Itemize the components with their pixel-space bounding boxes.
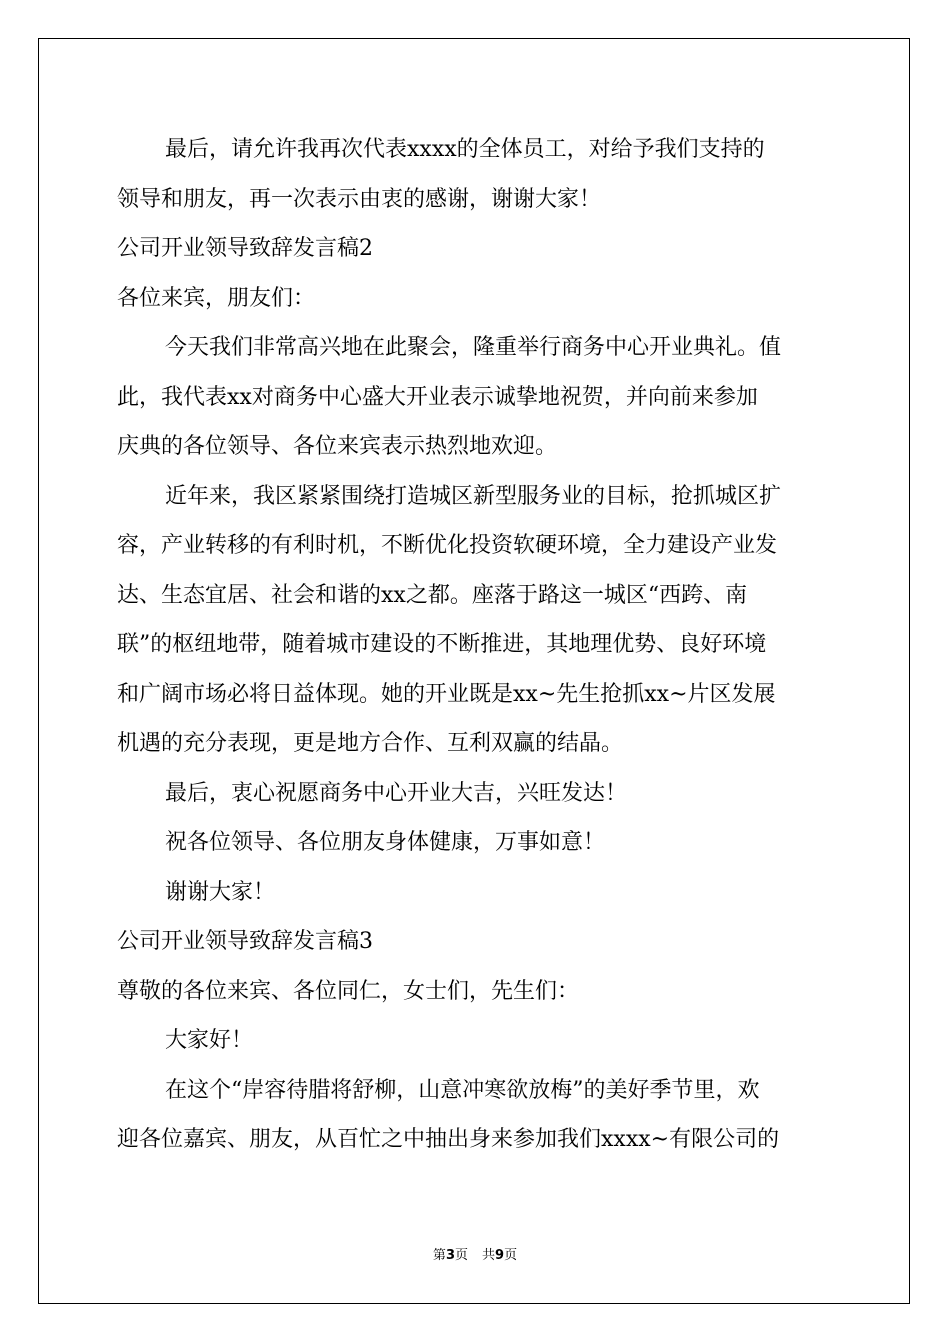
document-body [117,125,833,1165]
paragraph-line: 联”的枢纽地带，随着城市建设的不断推进，其地理优势、良好环境 [117,632,767,657]
paragraph-line: 容，产业转移的有利时机，不断优化投资软硬环境，全力建设产业发 [117,533,778,558]
paragraph-line: 机遇的充分表现，更是地方合作、互利双赢的结晶。 [117,731,624,756]
footer-prefix: 第 [432,1248,446,1263]
footer-total-prefix: 共 [482,1248,496,1263]
paragraph-line: 和广阔市场必将日益体现。她的开业既是xx~先生抢抓xx~片区发展 [117,681,776,707]
salutation: 各位来宾，朋友们： [117,285,316,311]
current-page-number: 3 [445,1248,455,1263]
paragraph-line: 此，我代表xx对商务中心盛大开业表示诚挚地祝贺，并向前来参加 [117,384,758,410]
paragraph-line: 最后，请允许我再次代表xxxx的全体员工，对给予我们支持的 [165,137,765,162]
footer-page-word: 页 [454,1248,468,1263]
paragraph-line: 达、生态宜居、社会和谐的xx之都。座落于路这一城区“西跨、南 [117,582,748,608]
paragraph-line: 谢谢大家！ [165,879,276,905]
paragraph-line: 今天我们非常高兴地在此聚会，隆重举行商务中心开业典礼。值 [165,335,782,360]
greeting: 大家好！ [165,1028,254,1053]
paragraph-line: 最后，衷心祝愿商务中心开业大吉，兴旺发达！ [165,780,628,806]
paragraph-line: 庆典的各位领导、各位来宾表示热烈地欢迎。 [117,434,558,459]
footer-total-suffix: 页 [504,1248,518,1263]
page-footer [0,1244,950,1263]
paragraph-line: 领导和朋友，再一次表示由衷的感谢，谢谢大家！ [117,186,602,212]
paragraph-line: 近年来，我区紧紧围绕打造城区新型服务业的目标，抢抓城区扩 [165,483,782,509]
salutation: 尊敬的各位来宾、各位同仁，女士们，先生们： [117,978,580,1004]
paragraph-line: 在这个“岸容待腊将舒柳，山意冲寒欲放梅”的美好季节里，欢 [165,1077,760,1103]
section-heading: 公司开业领导致辞发言稿2 [117,236,373,261]
paragraph-line: 迎各位嘉宾、朋友，从百忙之中抽出身来参加我们xxxx~有限公司的 [117,1127,780,1152]
section-heading: 公司开业领导致辞发言稿3 [117,929,373,954]
total-pages-number: 9 [495,1248,505,1263]
paragraph-line: 祝各位领导、各位朋友身体健康，万事如意！ [165,830,606,855]
